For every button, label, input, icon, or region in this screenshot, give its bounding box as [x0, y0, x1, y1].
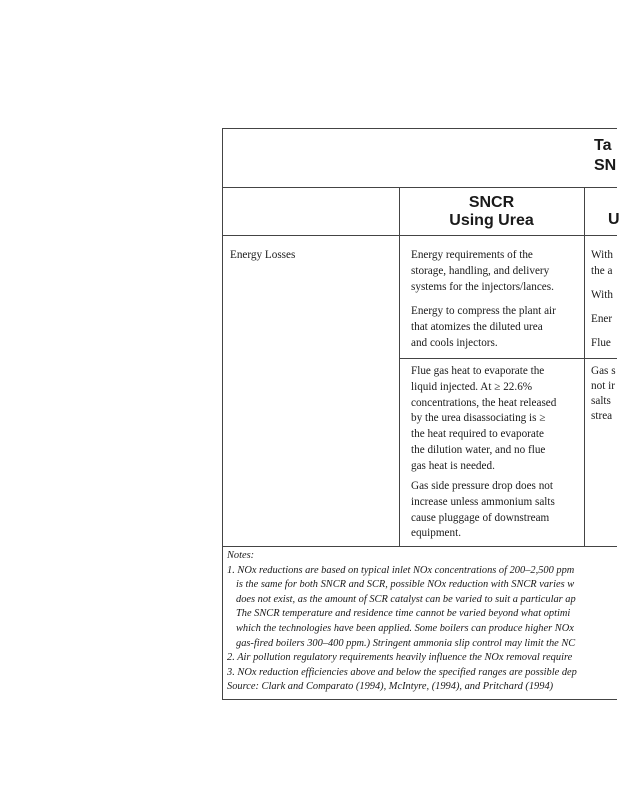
column-3-line: With: [591, 289, 613, 301]
urea-cell-3-line: concentrations, the heat released: [411, 396, 557, 409]
column-3-line: salts: [591, 395, 611, 407]
urea-cell-2: [411, 304, 556, 351]
column-3-lower: [591, 362, 617, 428]
column-header-sncr: SNCR: [468, 194, 515, 211]
urea-cell-3-line: gas heat is needed.: [411, 459, 495, 472]
column-3-line: the a: [591, 265, 613, 277]
column-3-upper: [591, 246, 617, 358]
urea-cell-3-line: by the urea disassociating is ≥: [411, 412, 546, 425]
note-line: 1. NOx reductions are based on typical inlet NOx concentrations of 200–2,500 ppm: [227, 565, 575, 576]
note-line: The SNCR temperature and residence time cannot be varied beyond what optimi: [236, 608, 571, 619]
column-divider-1: [399, 187, 400, 547]
urea-cell-4-line: equipment.: [411, 527, 462, 540]
body-bottom-rule: [222, 546, 617, 547]
table-title-line1: Ta: [594, 137, 612, 154]
column-3-line: Ener: [591, 313, 613, 325]
bottom-rule: [222, 699, 617, 700]
urea-cell-4-line: increase unless ammonium salts: [411, 495, 555, 508]
notes-block: [227, 548, 617, 698]
header-bottom-rule: [222, 235, 617, 236]
note-line: is the same for both SNCR and SCR, possible NOx reduction with SNCR varies w: [236, 579, 575, 590]
column-3-line: not ir: [591, 380, 615, 392]
urea-cell-1-line: storage, handling, and delivery: [411, 264, 550, 277]
column-header-using-urea: Using Urea: [449, 212, 534, 229]
urea-cell-3-line: the dilution water, and no flue: [411, 443, 546, 456]
table-frame: [222, 128, 620, 700]
left-rule: [222, 128, 223, 700]
note-line: 3. NOx reduction efficiencies above and below the specified ranges are possible dep: [227, 667, 577, 678]
column-header-3-label: U: [608, 211, 620, 228]
column-3-line: strea: [591, 410, 613, 422]
column-3-line: With: [591, 249, 613, 261]
column-3-line: Gas s: [591, 365, 616, 377]
column-divider-2: [584, 187, 585, 547]
note-line: 2. Air pollution regulatory requirements heavily influence the NOx removal require: [227, 652, 573, 663]
urea-cell-3: [411, 364, 556, 475]
title-bottom-rule: [222, 187, 617, 188]
urea-cell-3-line: Flue gas heat to evaporate the: [411, 365, 545, 377]
note-line: does not exist, as the amount of SCR catalyst can be varied to suit a particular ap: [236, 594, 576, 605]
urea-cell-1-line: Energy requirements of the: [411, 249, 533, 261]
urea-cell-3-line: the heat required to evaporate: [411, 428, 544, 441]
urea-cell-4-line: cause pluggage of downstream: [411, 511, 550, 524]
source-line: Source: Clark and Comparato (1994), McIntyre, (1994), and Pritchard (1994): [227, 681, 554, 692]
urea-cell-2-line: that atomizes the diluted urea: [411, 320, 543, 333]
note-line: gas-fired boilers 300–400 ppm.) Stringent ammonia slip control may limit the NC: [236, 638, 576, 649]
top-rule: [222, 128, 617, 129]
urea-cell-2-line: Energy to compress the plant air: [411, 305, 556, 317]
urea-cell-3-line: liquid injected. At ≥ 22.6%: [411, 380, 533, 393]
table-title-line2: SN: [594, 157, 617, 174]
urea-cell-4-line: Gas side pressure drop does not: [411, 480, 553, 492]
notes-heading: Notes:: [227, 550, 255, 561]
urea-cell-1: [411, 248, 554, 295]
note-line: which the technologies have been applied. Some boilers can produce higher NOx: [236, 623, 574, 634]
urea-cell-1-line: systems for the injectors/lances.: [411, 280, 554, 293]
row-label-energy-losses: Energy Losses: [230, 249, 296, 261]
column-header-3: [608, 211, 620, 232]
urea-cell-4: [411, 479, 555, 542]
column-3-line: Flue: [591, 337, 611, 349]
table-title: [594, 138, 617, 182]
urea-cell-2-line: and cools injectors.: [411, 336, 498, 349]
